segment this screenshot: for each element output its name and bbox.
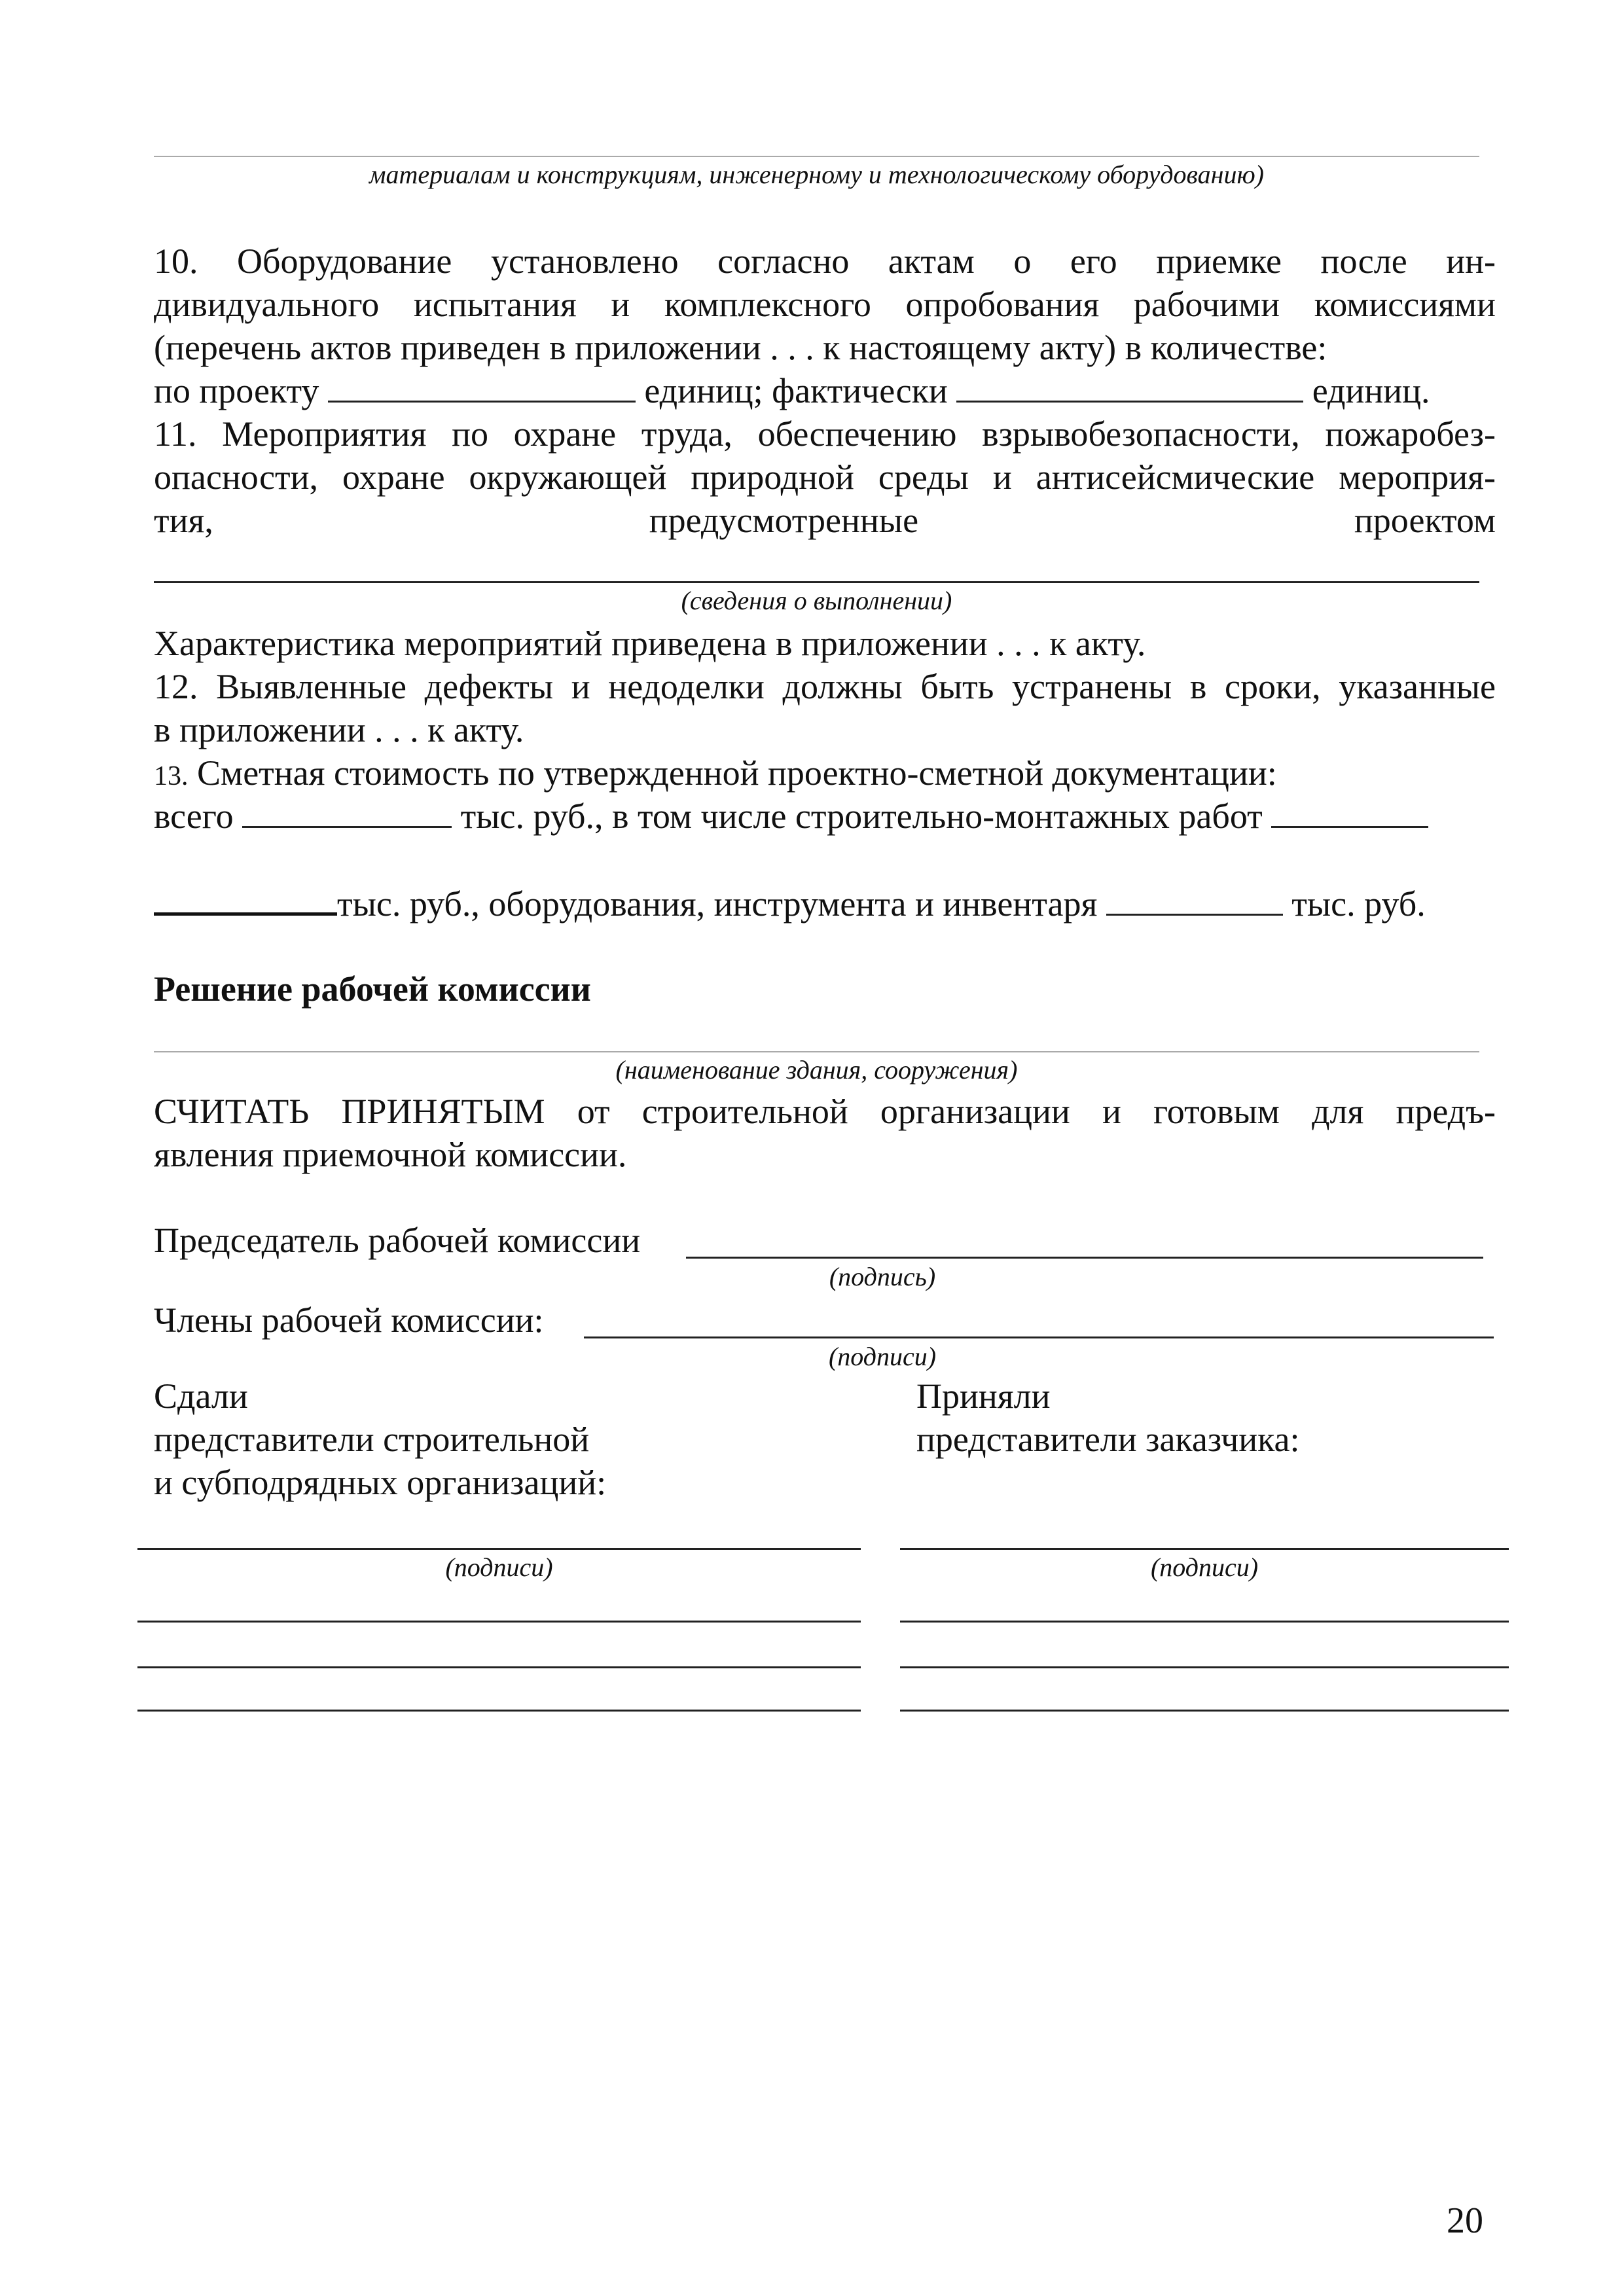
right-signatures-caption: (подписи) [1150, 1552, 1259, 1582]
right-signature-line-3[interactable] [900, 1666, 1509, 1668]
execution-info-field[interactable] [154, 581, 1479, 583]
item10-line3: (перечень актов приведен в приложении . . . к настоящему акту) в количестве: [154, 328, 1327, 367]
left-signatures-caption: (подписи) [445, 1552, 553, 1582]
decision-line2: явления приемочной комиссии. [154, 1135, 627, 1174]
item11-line1: 11. Мероприятия по охране труда, обеспечению взрывобезопасности, пожаробез- [154, 414, 1496, 454]
construction-cost-field-cont[interactable] [154, 882, 337, 916]
decision-line1: СЧИТАТЬ ПРИНЯТЫМ от строительной организации и готовым для предъ- [154, 1092, 1496, 1131]
total-mid-label: тыс. руб., в том числе строительно-монтажных работ [460, 797, 1263, 836]
chairman-caption: (подпись) [829, 1262, 936, 1291]
item13-line3 [154, 882, 1496, 925]
item10-line1: 10. Оборудование установлено согласно актам о его приемке после ин- [154, 242, 1496, 281]
item12-line1: 12. Выявленные дефекты и недоделки должны быть устранены в сроки, указанные [154, 667, 1496, 706]
execution-info-caption: (сведения о выполнении) [681, 586, 952, 615]
accepted-line2: представители заказчика: [916, 1420, 1300, 1459]
item13-line2 [154, 795, 1496, 838]
item13-text: Сметная стоимость по утвержденной проектно-сметной документации: [197, 753, 1277, 793]
right-signature-line-4[interactable] [900, 1710, 1509, 1712]
total-label: всего [154, 797, 234, 836]
item10-line4 [154, 369, 1496, 412]
item10-line2: дивидуального испытания и комплексного опробования рабочими комиссиями [154, 285, 1496, 324]
left-signature-line-4[interactable] [137, 1710, 861, 1712]
left-signature-line-2[interactable] [137, 1621, 861, 1623]
project-units-field[interactable] [328, 370, 636, 403]
chairman-signature-field[interactable] [686, 1257, 1483, 1259]
members-signature-field[interactable] [584, 1336, 1494, 1338]
handed-over-label: Сдали [154, 1376, 248, 1416]
chairman-label: Председатель рабочей комиссии [154, 1221, 641, 1260]
accepted-label: Приняли [916, 1376, 1051, 1416]
handed-over-line2: представители строительной [154, 1420, 590, 1459]
item13-line1 [154, 751, 1496, 798]
line3-end: тыс. руб. [1291, 884, 1426, 924]
item11-line2: опасности, охране окружающей природной среды и антисейсмические мероприя- [154, 457, 1496, 497]
top-caption: материалам и конструкциям, инженерному и технологическому оборудованию) [369, 160, 1264, 189]
members-caption: (подписи) [828, 1342, 937, 1371]
building-name-field[interactable] [154, 1051, 1479, 1052]
item12-line2: в приложении . . . к акту. [154, 710, 524, 749]
units-fact-label: единиц; фактически [644, 371, 948, 410]
equipment-cost-field[interactable] [1106, 884, 1283, 916]
item11-line3: тия, предусмотренные проектом [154, 501, 1496, 540]
construction-cost-field[interactable] [1271, 796, 1428, 828]
fact-units-field[interactable] [956, 370, 1303, 403]
item13-number: 13. [154, 761, 189, 791]
characteristic-text: Характеристика мероприятий приведена в приложении . . . к акту. [154, 624, 1146, 663]
right-signature-line-1[interactable] [900, 1548, 1509, 1550]
right-signature-line-2[interactable] [900, 1621, 1509, 1623]
handed-over-line3: и субподрядных организаций: [154, 1463, 607, 1502]
page-number: 20 [1447, 2200, 1483, 2241]
top-rule [154, 156, 1479, 157]
line3-text: тыс. руб., оборудования, инструмента и инвентаря [337, 884, 1098, 924]
left-signature-line-1[interactable] [137, 1548, 861, 1550]
project-label: по проекту [154, 371, 319, 410]
left-signature-line-3[interactable] [137, 1666, 861, 1668]
decision-heading: Решение рабочей комиссии [154, 969, 591, 1009]
members-label: Члены рабочей комиссии: [154, 1300, 544, 1340]
building-name-caption: (наименование здания, сооружения) [615, 1055, 1018, 1085]
total-cost-field[interactable] [242, 796, 452, 828]
units-end-label: единиц. [1312, 371, 1430, 410]
